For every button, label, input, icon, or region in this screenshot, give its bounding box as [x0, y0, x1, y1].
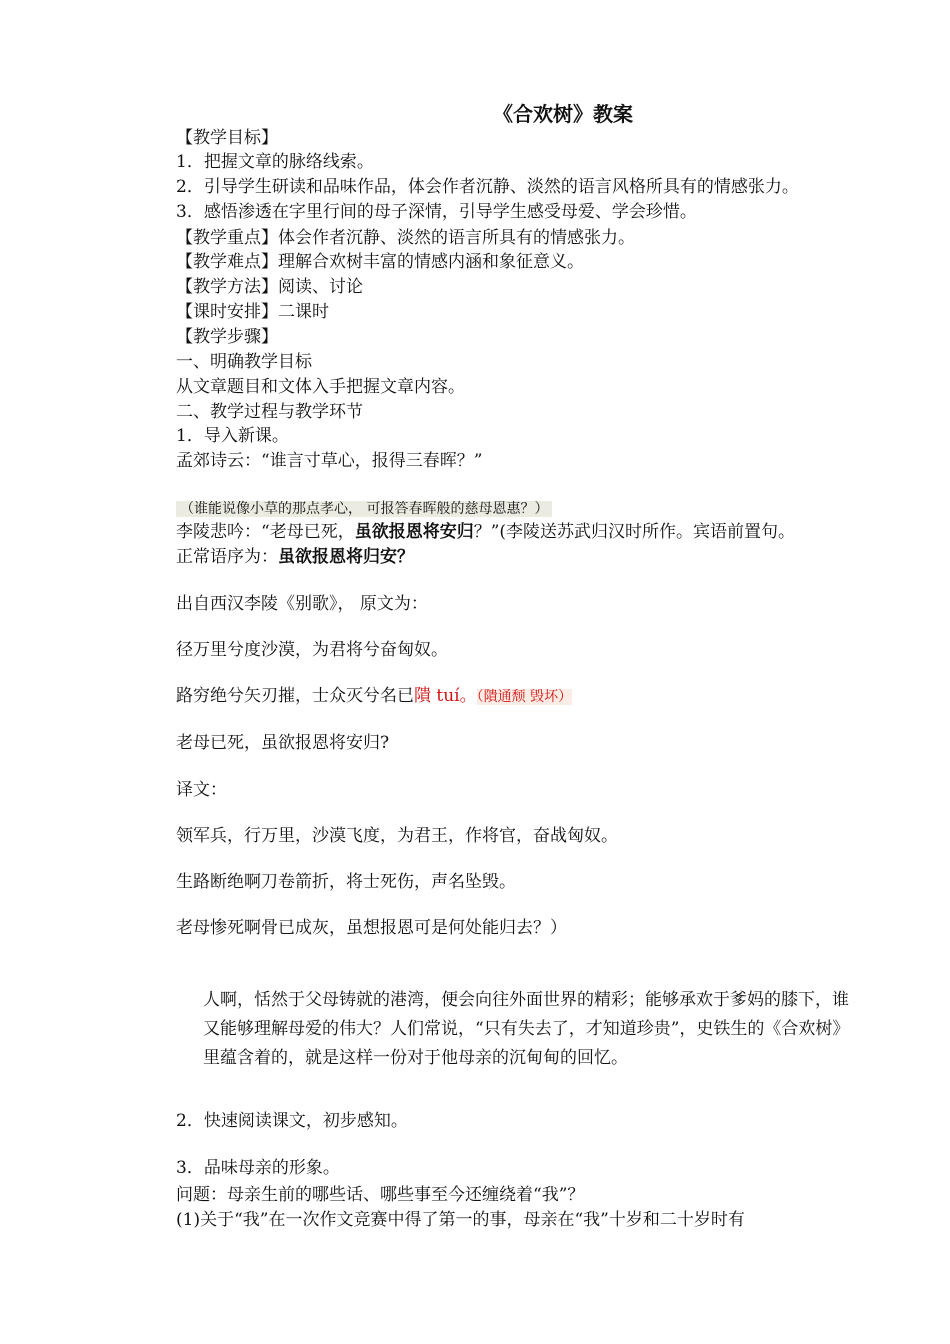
li-ling-quote — [176, 522, 795, 542]
meng-jiao-note: （谁能说像小草的那点孝心， 可报答春晖般的慈母恩惠？） — [176, 501, 552, 517]
fast-read: 2．快速阅读课文，初步感知。 — [176, 1111, 408, 1131]
key-point: 【教学重点】体会作者沉静、淡然的语言所具有的情感张力。 — [176, 228, 635, 248]
intro-heading: 1．导入新课。 — [176, 426, 289, 446]
poem-source: 出自西汉李陵《别歌》， 原文为： — [176, 594, 428, 614]
steps-heading: 【教学步骤】 — [176, 327, 278, 347]
li-ling-pre: 李陵悲吟：“老母已死， — [176, 522, 355, 542]
item-1: (1)关于“我”在一次作文竞赛中得了第一的事，母亲在“我”十岁和二十岁时有 — [176, 1210, 745, 1230]
poem-line-2 — [176, 686, 572, 707]
normal-order-bold: 虽欲报恩将归安？ — [278, 547, 414, 567]
question: 问题：母亲生前的哪些话、哪些事至今还缠绕着“我”？ — [176, 1185, 585, 1205]
li-ling-bold: 虽欲报恩将安归 — [354, 522, 474, 542]
objective-3: 3．感悟渗透在字里行间的母子深情，引导学生感受母爱、学会珍惜。 — [176, 202, 697, 222]
normal-order — [176, 547, 414, 567]
objectives-heading: 【教学目标】 — [176, 128, 278, 148]
li-ling-post: ？”(李陵送苏武归汉时所作。宾语前置句。 — [473, 522, 796, 542]
poem-line-2-pre: 路穷绝兮矢刃摧，士众灭兮名已 — [176, 686, 414, 706]
taste-mother: 3．品味母亲的形象。 — [176, 1158, 340, 1178]
poem-line-3: 老母已死，虽欲报恩将安归? — [176, 733, 390, 753]
normal-order-pre: 正常语序为： — [176, 547, 278, 567]
step-two: 二、教学过程与教学环节 — [176, 402, 363, 422]
objective-2: 2．引导学生研读和品味作品，体会作者沉静、淡然的语言风格所具有的情感张力。 — [176, 177, 799, 197]
poem-line-2-note: （隤通颓 毁坏） — [476, 689, 573, 705]
document-title: 《合欢树》教案 — [493, 102, 633, 126]
step-one: 一、明确教学目标 — [176, 352, 312, 372]
poem-line-2-red: 隤 tuí。 — [414, 686, 477, 706]
translation-line-1: 领军兵，行万里，沙漠飞度，为君王，作将官，奋战匈奴。 — [176, 826, 618, 846]
translation-line-3: 老母惨死啊骨已成灰，虽想报恩可是何处能归去？） — [176, 918, 567, 938]
objective-1: 1．把握文章的脉络线索。 — [176, 152, 374, 172]
teaching-method: 【教学方法】阅读、讨论 — [176, 277, 363, 297]
meng-jiao-quote: 孟郊诗云：“谁言寸草心，报得三春晖？” — [176, 451, 483, 471]
intro-paragraph: 人啊，恬然于父母铸就的港湾，便会向往外面世界的精彩；能够承欢于爹妈的膝下，谁又能够理解母爱的伟大？人们常说，“只有失去了，才知道珍贵”，史铁生的《合欢树》里蕴含着的，就是这样一份对于他母亲的沉甸甸的回忆。 — [203, 990, 850, 1068]
poem-line-1: 径万里兮度沙漠，为君将兮奋匈奴。 — [176, 640, 448, 660]
step-one-text: 从文章题目和文体入手把握文章内容。 — [176, 377, 465, 397]
translation-label: 译文： — [176, 780, 227, 800]
class-hours: 【课时安排】二课时 — [176, 302, 329, 322]
difficulty: 【教学难点】理解合欢树丰富的情感内涵和象征意义。 — [176, 252, 584, 272]
translation-line-2: 生路断绝啊刀卷箭折，将士死伤，声名坠毁。 — [176, 872, 516, 892]
